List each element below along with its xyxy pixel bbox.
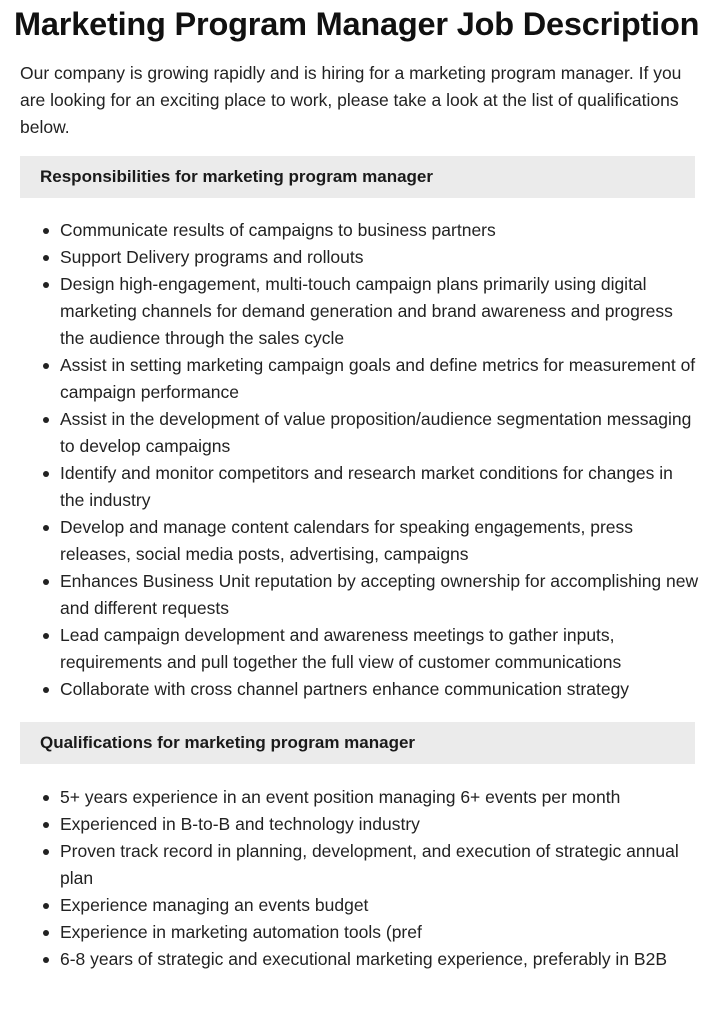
responsibilities-heading: Responsibilities for marketing program manager [20, 156, 695, 198]
list-item: Experience managing an events budget [60, 892, 700, 919]
intro-paragraph: Our company is growing rapidly and is hiring for a marketing program manager. If you are looking for an exciting place to work, please take a look at the list of qualifications below. [20, 63, 682, 137]
list-item: Design high-engagement, multi-touch campaign plans primarily using digital marketing channels for demand generation and brand awareness and progress the audience through the sales cycle [60, 271, 700, 352]
list-item: Develop and manage content calendars for speaking engagements, press releases, social media posts, advertising, campaigns [60, 514, 700, 568]
list-item: Assist in setting marketing campaign goals and define metrics for measurement of campaign performance [60, 352, 700, 406]
list-item: Identify and monitor competitors and research market conditions for changes in the industry [60, 460, 700, 514]
list-item: Lead campaign development and awareness meetings to gather inputs, requirements and pull together the full view of customer communications [60, 622, 700, 676]
list-item: Assist in the development of value proposition/audience segmentation messaging to develop campaigns [60, 406, 700, 460]
list-item: 5+ years experience in an event position managing 6+ events per month [60, 784, 700, 811]
list-item: Communicate results of campaigns to business partners [60, 217, 700, 244]
list-item: Experienced in B-to-B and technology industry [60, 811, 700, 838]
list-item: Support Delivery programs and rollouts [60, 244, 700, 271]
qualifications-heading: Qualifications for marketing program manager [20, 722, 695, 764]
list-item: Collaborate with cross channel partners enhance communication strategy [60, 676, 700, 703]
qualifications-list [20, 784, 700, 973]
responsibilities-list [20, 217, 700, 703]
list-item: Enhances Business Unit reputation by accepting ownership for accomplishing new and different requests [60, 568, 700, 622]
list-item: Proven track record in planning, development, and execution of strategic annual plan [60, 838, 700, 892]
list-item: Experience in marketing automation tools (pref [60, 919, 700, 946]
page-title: Marketing Program Manager Job Description [14, 6, 700, 42]
list-item: 6-8 years of strategic and executional marketing experience, preferably in B2B [60, 946, 700, 973]
